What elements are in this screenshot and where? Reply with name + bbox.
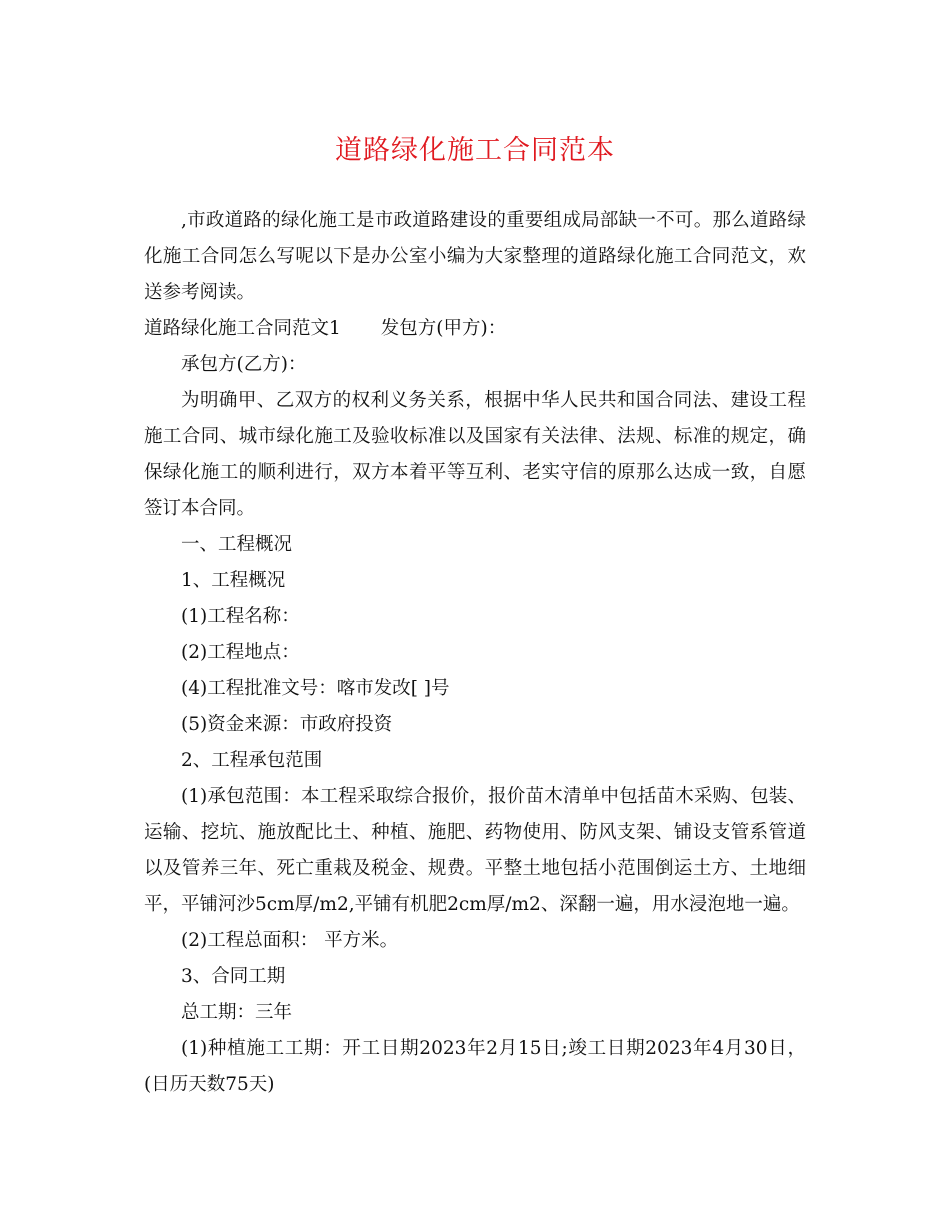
document-body <box>144 203 806 1103</box>
preamble-paragraph: 为明确甲、乙双方的权利义务关系，根据中华人民共和国合同法、建设工程施工合同、城市绿化施工及验收标准以及国家有关法律、法规、标准的规定，确保绿化施工的顺利进行，双方本着平等互利、老实守信的原那么达成一致，自愿签订本合同。 <box>144 390 806 519</box>
section-heading-1: 一、工程概况 <box>181 534 293 555</box>
sample-heading: 道路绿化施工合同范文1 <box>144 318 341 339</box>
party-b-label: 承包方(乙方)： <box>181 354 307 375</box>
party-a-label: 发包方(甲方)： <box>380 318 507 339</box>
subsection-heading-1: 1、工程概况 <box>181 570 286 591</box>
intro-paragraph: ,市政道路的绿化施工是市政道路建设的重要组成局部缺一不可。那么道路绿化施工合同怎么写呢以下是办公室小编为大家整理的道路绿化施工合同范文，欢送参考阅读。 <box>144 210 806 303</box>
subsection-heading-2: 2、工程承包范围 <box>181 750 323 771</box>
scope-paragraph: (1)承包范围：本工程采取综合报价，报价苗木清单中包括苗木采购、包装、运输、挖坑、施放配比土、种植、施肥、药物使用、防风支架、铺设支管系管道以及管养三年、死亡重栽及税金、规费。平整土地包括小范围倒运土方、土地细平，平铺河沙5cm厚/m2,平铺有机肥2cm厚/m2、深翻一遍，用水浸泡地一遍。 <box>144 786 806 915</box>
item-approval-number: (4)工程批准文号：喀市发改[ ]号 <box>181 678 450 699</box>
item-funding-source: (5)资金来源：市政府投资 <box>181 714 393 735</box>
document-title: 道路绿化施工合同范本 <box>335 135 615 166</box>
planting-period-item: (1)种植施工工期：开工日期2023年2月15日;竣工日期2023年4月30日，(日历天数75天) <box>144 1038 806 1095</box>
total-area-item: (2)工程总面积： 平方米。 <box>181 930 399 951</box>
total-period-item: 总工期：三年 <box>181 1002 293 1023</box>
subsection-heading-3: 3、合同工期 <box>181 966 286 987</box>
sample-heading-line <box>144 311 806 347</box>
item-project-name: (1)工程名称： <box>181 606 300 627</box>
item-project-location: (2)工程地点： <box>181 642 300 663</box>
